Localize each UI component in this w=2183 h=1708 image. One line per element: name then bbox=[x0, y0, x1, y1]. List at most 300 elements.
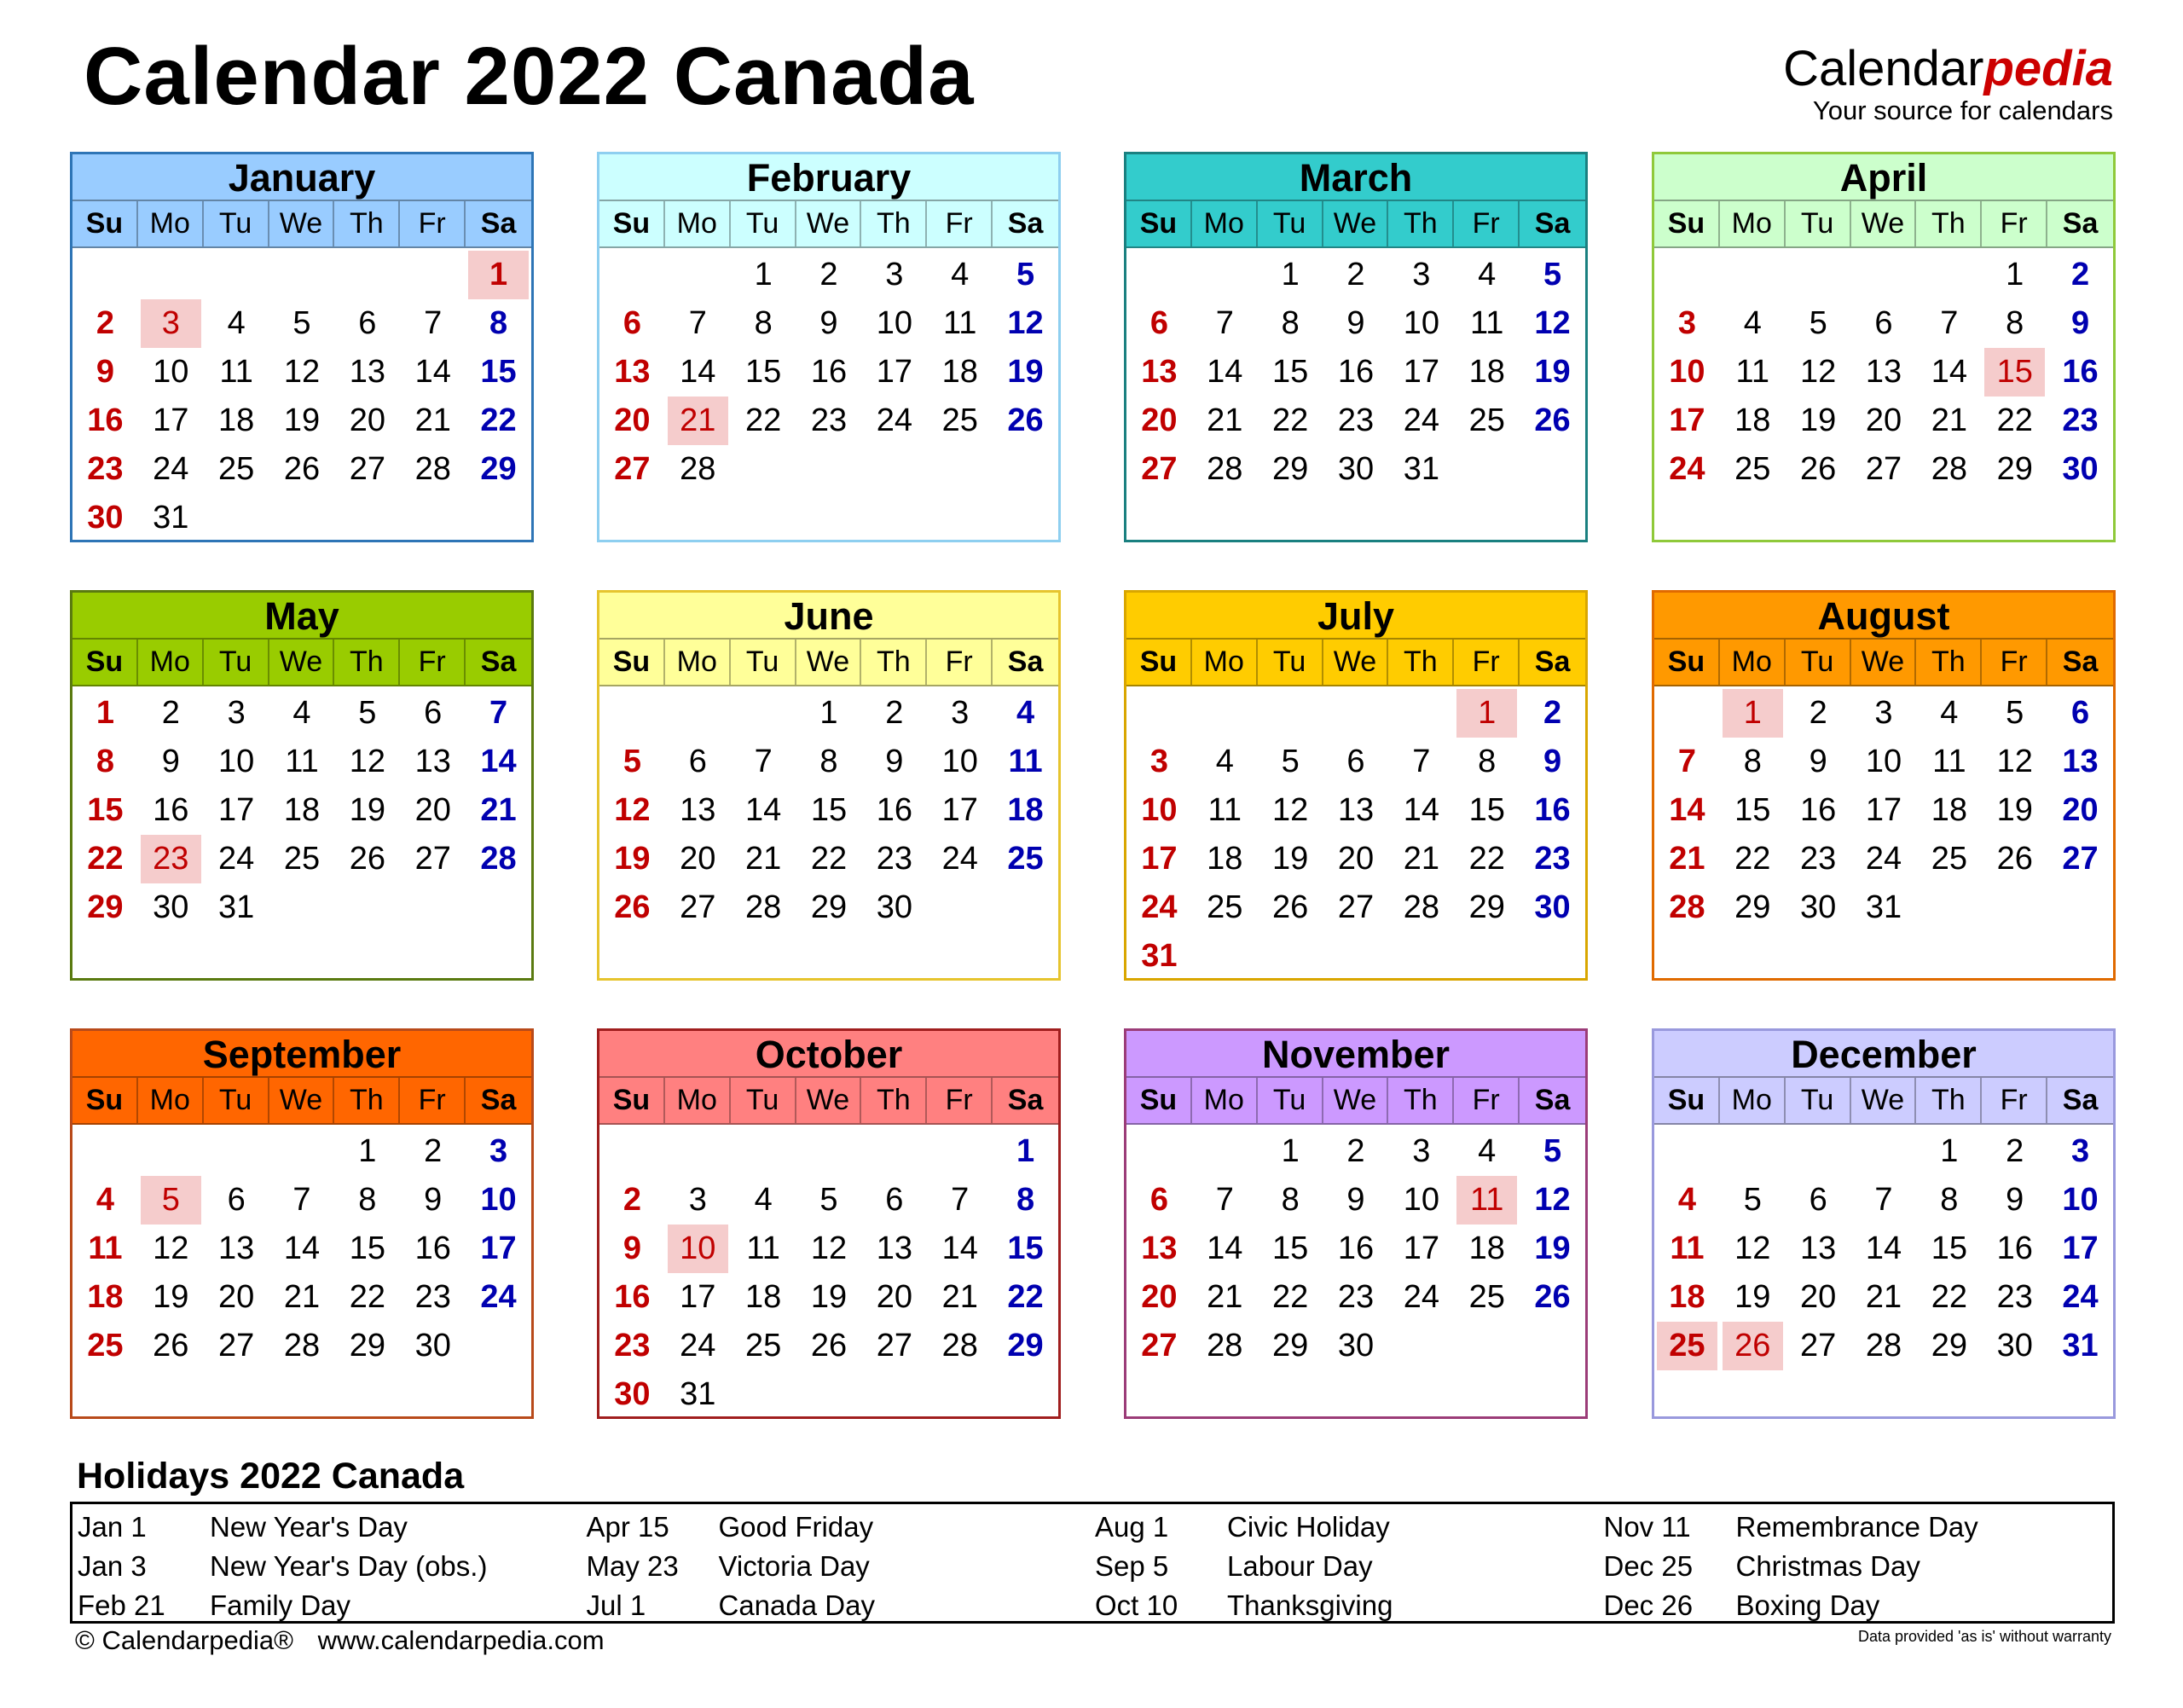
day-cell[interactable]: 31 bbox=[153, 500, 189, 536]
day-cell[interactable]: 11 bbox=[219, 354, 253, 390]
brand-logo[interactable] bbox=[1783, 41, 2113, 125]
day-cell[interactable]: 22 bbox=[1271, 1279, 1309, 1315]
day-cell[interactable]: 30 bbox=[153, 889, 189, 925]
day-cell[interactable]: 4 bbox=[1743, 305, 1762, 341]
day-cell[interactable]: 5 bbox=[2006, 695, 2024, 731]
day-cell[interactable]: 13 bbox=[680, 792, 716, 828]
day-cell[interactable]: 9 bbox=[1809, 744, 1827, 779]
day-cell[interactable]: 29 bbox=[1271, 1328, 1309, 1364]
day-cell[interactable]: 19 bbox=[614, 841, 651, 877]
holiday-day-cell[interactable]: 23 bbox=[141, 835, 201, 883]
day-cell[interactable]: 8 bbox=[1478, 744, 1497, 779]
day-cell[interactable]: 17 bbox=[680, 1279, 716, 1315]
day-cell[interactable]: 11 bbox=[1735, 354, 1769, 390]
day-cell[interactable]: 2 bbox=[819, 257, 838, 292]
day-cell[interactable]: 27 bbox=[680, 889, 716, 925]
day-cell[interactable]: 24 bbox=[941, 841, 978, 877]
day-cell[interactable]: 9 bbox=[1346, 1182, 1365, 1218]
day-cell[interactable]: 30 bbox=[1534, 889, 1571, 925]
day-cell[interactable]: 14 bbox=[414, 354, 451, 390]
day-cell[interactable]: 12 bbox=[1534, 1182, 1571, 1218]
day-cell[interactable]: 13 bbox=[349, 354, 385, 390]
day-cell[interactable]: 8 bbox=[489, 305, 508, 341]
day-cell[interactable]: 1 bbox=[2006, 257, 2024, 292]
day-cell[interactable]: 30 bbox=[1996, 1328, 2033, 1364]
day-cell[interactable]: 28 bbox=[1669, 889, 1705, 925]
holiday-day-cell[interactable]: 25 bbox=[1657, 1322, 1717, 1370]
day-cell[interactable]: 18 bbox=[1207, 841, 1243, 877]
day-cell[interactable]: 2 bbox=[424, 1133, 443, 1169]
day-cell[interactable]: 27 bbox=[1141, 1328, 1178, 1364]
day-cell[interactable]: 19 bbox=[1734, 1279, 1771, 1315]
day-cell[interactable]: 24 bbox=[1865, 841, 1902, 877]
day-cell[interactable]: 15 bbox=[1734, 792, 1771, 828]
day-cell[interactable]: 24 bbox=[876, 402, 912, 438]
day-cell[interactable]: 15 bbox=[480, 354, 517, 390]
day-cell[interactable]: 2 bbox=[1346, 1133, 1365, 1169]
day-cell[interactable]: 10 bbox=[1669, 354, 1705, 390]
day-cell[interactable]: 22 bbox=[744, 402, 782, 438]
day-cell[interactable]: 14 bbox=[1865, 1230, 1902, 1266]
day-cell[interactable]: 16 bbox=[1799, 792, 1837, 828]
day-cell[interactable]: 4 bbox=[754, 1182, 773, 1218]
day-cell[interactable]: 16 bbox=[1534, 792, 1571, 828]
day-cell[interactable]: 4 bbox=[292, 695, 311, 731]
day-cell[interactable]: 6 bbox=[1346, 744, 1365, 779]
day-cell[interactable]: 20 bbox=[876, 1279, 912, 1315]
day-cell[interactable]: 7 bbox=[1677, 744, 1696, 779]
day-cell[interactable]: 30 bbox=[2062, 451, 2099, 487]
day-cell[interactable]: 19 bbox=[1534, 354, 1571, 390]
day-cell[interactable]: 9 bbox=[819, 305, 838, 341]
day-cell[interactable]: 24 bbox=[1141, 889, 1178, 925]
day-cell[interactable]: 22 bbox=[1007, 1279, 1044, 1315]
day-cell[interactable]: 6 bbox=[1149, 1182, 1168, 1218]
day-cell[interactable]: 6 bbox=[1149, 305, 1168, 341]
day-cell[interactable]: 26 bbox=[1799, 451, 1837, 487]
day-cell[interactable]: 6 bbox=[424, 695, 443, 731]
day-cell[interactable]: 3 bbox=[951, 695, 970, 731]
day-cell[interactable]: 7 bbox=[688, 305, 707, 341]
day-cell[interactable]: 4 bbox=[1478, 257, 1497, 292]
day-cell[interactable]: 23 bbox=[87, 451, 124, 487]
day-cell[interactable]: 2 bbox=[96, 305, 114, 341]
day-cell[interactable]: 4 bbox=[96, 1182, 114, 1218]
day-cell[interactable]: 13 bbox=[217, 1230, 255, 1266]
day-cell[interactable]: 19 bbox=[1799, 402, 1837, 438]
day-cell[interactable]: 21 bbox=[744, 841, 782, 877]
day-cell[interactable]: 22 bbox=[1468, 841, 1505, 877]
day-cell[interactable]: 31 bbox=[1141, 938, 1178, 974]
day-cell[interactable]: 22 bbox=[1931, 1279, 1967, 1315]
day-cell[interactable]: 25 bbox=[1468, 1279, 1505, 1315]
day-cell[interactable]: 12 bbox=[1996, 744, 2033, 779]
day-cell[interactable]: 2 bbox=[161, 695, 180, 731]
day-cell[interactable]: 27 bbox=[614, 451, 651, 487]
day-cell[interactable]: 10 bbox=[1141, 792, 1178, 828]
day-cell[interactable]: 13 bbox=[2062, 744, 2099, 779]
holiday-day-cell[interactable]: 1 bbox=[468, 251, 529, 299]
day-cell[interactable]: 5 bbox=[819, 1182, 838, 1218]
day-cell[interactable]: 21 bbox=[480, 792, 517, 828]
day-cell[interactable]: 4 bbox=[227, 305, 246, 341]
day-cell[interactable]: 17 bbox=[1865, 792, 1902, 828]
day-cell[interactable]: 17 bbox=[480, 1230, 517, 1266]
day-cell[interactable]: 21 bbox=[414, 402, 451, 438]
day-cell[interactable]: 24 bbox=[2062, 1279, 2099, 1315]
day-cell[interactable]: 13 bbox=[1141, 354, 1178, 390]
day-cell[interactable]: 13 bbox=[1337, 792, 1375, 828]
day-cell[interactable]: 26 bbox=[614, 889, 651, 925]
day-cell[interactable]: 24 bbox=[680, 1328, 716, 1364]
day-cell[interactable]: 13 bbox=[876, 1230, 912, 1266]
day-cell[interactable]: 26 bbox=[810, 1328, 848, 1364]
day-cell[interactable]: 16 bbox=[1337, 354, 1375, 390]
day-cell[interactable]: 22 bbox=[1734, 841, 1771, 877]
day-cell[interactable]: 12 bbox=[1007, 305, 1044, 341]
day-cell[interactable]: 16 bbox=[876, 792, 912, 828]
day-cell[interactable]: 12 bbox=[1534, 305, 1571, 341]
day-cell[interactable]: 11 bbox=[942, 305, 977, 341]
day-cell[interactable]: 14 bbox=[1403, 792, 1439, 828]
day-cell[interactable]: 5 bbox=[292, 305, 311, 341]
day-cell[interactable]: 25 bbox=[1207, 889, 1243, 925]
day-cell[interactable]: 22 bbox=[87, 841, 124, 877]
day-cell[interactable]: 12 bbox=[1271, 792, 1309, 828]
day-cell[interactable]: 24 bbox=[1403, 1279, 1439, 1315]
day-cell[interactable]: 10 bbox=[1403, 1182, 1439, 1218]
day-cell[interactable]: 22 bbox=[349, 1279, 385, 1315]
day-cell[interactable]: 18 bbox=[941, 354, 978, 390]
day-cell[interactable]: 6 bbox=[885, 1182, 904, 1218]
day-cell[interactable]: 8 bbox=[2006, 305, 2024, 341]
day-cell[interactable]: 19 bbox=[1996, 792, 2033, 828]
day-cell[interactable]: 3 bbox=[227, 695, 246, 731]
day-cell[interactable]: 18 bbox=[744, 1279, 782, 1315]
day-cell[interactable]: 14 bbox=[1207, 1230, 1243, 1266]
day-cell[interactable]: 10 bbox=[153, 354, 189, 390]
day-cell[interactable]: 16 bbox=[810, 354, 848, 390]
day-cell[interactable]: 21 bbox=[1865, 1279, 1902, 1315]
day-cell[interactable]: 22 bbox=[1271, 402, 1309, 438]
day-cell[interactable]: 19 bbox=[1534, 1230, 1571, 1266]
day-cell[interactable]: 24 bbox=[1403, 402, 1439, 438]
day-cell[interactable]: 16 bbox=[1996, 1230, 2033, 1266]
day-cell[interactable]: 29 bbox=[1931, 1328, 1967, 1364]
day-cell[interactable]: 10 bbox=[941, 744, 978, 779]
day-cell[interactable]: 12 bbox=[1734, 1230, 1771, 1266]
day-cell[interactable]: 18 bbox=[1931, 792, 1967, 828]
day-cell[interactable]: 8 bbox=[1940, 1182, 1959, 1218]
day-cell[interactable]: 10 bbox=[480, 1182, 517, 1218]
day-cell[interactable]: 31 bbox=[2062, 1328, 2099, 1364]
day-cell[interactable]: 8 bbox=[819, 744, 838, 779]
day-cell[interactable]: 18 bbox=[217, 402, 255, 438]
day-cell[interactable]: 11 bbox=[1008, 744, 1043, 779]
day-cell[interactable]: 28 bbox=[1865, 1328, 1902, 1364]
day-cell[interactable]: 29 bbox=[1734, 889, 1771, 925]
day-cell[interactable]: 20 bbox=[680, 841, 716, 877]
day-cell[interactable]: 14 bbox=[1207, 354, 1243, 390]
day-cell[interactable]: 29 bbox=[480, 451, 517, 487]
day-cell[interactable]: 1 bbox=[96, 695, 114, 731]
day-cell[interactable]: 7 bbox=[489, 695, 508, 731]
day-cell[interactable]: 1 bbox=[358, 1133, 377, 1169]
day-cell[interactable]: 20 bbox=[2062, 792, 2099, 828]
day-cell[interactable]: 2 bbox=[2070, 257, 2090, 292]
day-cell[interactable]: 18 bbox=[1468, 354, 1505, 390]
day-cell[interactable]: 16 bbox=[153, 792, 189, 828]
day-cell[interactable]: 5 bbox=[1543, 1133, 1562, 1169]
day-cell[interactable]: 12 bbox=[153, 1230, 189, 1266]
day-cell[interactable]: 8 bbox=[1281, 1182, 1300, 1218]
holiday-day-cell[interactable]: 10 bbox=[668, 1225, 728, 1273]
day-cell[interactable]: 31 bbox=[1865, 889, 1902, 925]
day-cell[interactable]: 17 bbox=[153, 402, 189, 438]
day-cell[interactable]: 16 bbox=[414, 1230, 451, 1266]
day-cell[interactable]: 18 bbox=[283, 792, 321, 828]
day-cell[interactable]: 14 bbox=[941, 1230, 978, 1266]
day-cell[interactable]: 3 bbox=[1412, 257, 1431, 292]
day-cell[interactable]: 17 bbox=[1141, 841, 1178, 877]
day-cell[interactable]: 29 bbox=[1007, 1328, 1044, 1364]
day-cell[interactable]: 4 bbox=[1940, 695, 1959, 731]
day-cell[interactable]: 5 bbox=[1543, 257, 1562, 292]
holiday-day-cell[interactable]: 1 bbox=[1456, 689, 1517, 738]
day-cell[interactable]: 27 bbox=[414, 841, 451, 877]
day-cell[interactable]: 31 bbox=[1403, 451, 1439, 487]
day-cell[interactable]: 22 bbox=[480, 402, 517, 438]
day-cell[interactable]: 25 bbox=[1468, 402, 1505, 438]
day-cell[interactable]: 1 bbox=[1940, 1133, 1959, 1169]
day-cell[interactable]: 26 bbox=[1534, 402, 1571, 438]
day-cell[interactable]: 23 bbox=[2062, 402, 2099, 438]
day-cell[interactable]: 5 bbox=[1809, 305, 1827, 341]
day-cell[interactable]: 26 bbox=[1996, 841, 2033, 877]
day-cell[interactable]: 15 bbox=[87, 792, 124, 828]
day-cell[interactable]: 8 bbox=[1743, 744, 1762, 779]
day-cell[interactable]: 5 bbox=[1281, 744, 1300, 779]
day-cell[interactable]: 11 bbox=[1469, 305, 1504, 341]
day-cell[interactable]: 23 bbox=[1337, 1279, 1375, 1315]
day-cell[interactable]: 27 bbox=[1865, 451, 1902, 487]
day-cell[interactable]: 16 bbox=[2062, 354, 2099, 390]
day-cell[interactable]: 9 bbox=[161, 744, 180, 779]
day-cell[interactable]: 8 bbox=[96, 744, 114, 779]
day-cell[interactable]: 15 bbox=[349, 1230, 385, 1266]
day-cell[interactable]: 4 bbox=[951, 257, 970, 292]
day-cell[interactable]: 10 bbox=[1865, 744, 1902, 779]
day-cell[interactable]: 26 bbox=[153, 1328, 189, 1364]
day-cell[interactable]: 14 bbox=[480, 744, 517, 779]
day-cell[interactable]: 28 bbox=[414, 451, 451, 487]
holiday-day-cell[interactable]: 21 bbox=[668, 397, 728, 445]
day-cell[interactable]: 4 bbox=[1677, 1182, 1696, 1218]
day-cell[interactable]: 28 bbox=[1207, 1328, 1243, 1364]
day-cell[interactable]: 13 bbox=[614, 354, 651, 390]
day-cell[interactable]: 3 bbox=[885, 257, 904, 292]
day-cell[interactable]: 9 bbox=[2006, 1182, 2024, 1218]
day-cell[interactable]: 28 bbox=[1931, 451, 1967, 487]
day-cell[interactable]: 10 bbox=[876, 305, 912, 341]
day-cell[interactable]: 7 bbox=[1412, 744, 1431, 779]
day-cell[interactable]: 22 bbox=[810, 841, 848, 877]
day-cell[interactable]: 13 bbox=[414, 744, 451, 779]
day-cell[interactable]: 5 bbox=[358, 695, 377, 731]
day-cell[interactable]: 25 bbox=[217, 451, 255, 487]
day-cell[interactable]: 16 bbox=[1337, 1230, 1375, 1266]
day-cell[interactable]: 30 bbox=[1337, 451, 1375, 487]
day-cell[interactable]: 21 bbox=[283, 1279, 321, 1315]
day-cell[interactable]: 10 bbox=[2062, 1182, 2099, 1218]
day-cell[interactable]: 17 bbox=[941, 792, 978, 828]
day-cell[interactable]: 26 bbox=[349, 841, 385, 877]
day-cell[interactable]: 23 bbox=[1534, 841, 1571, 877]
day-cell[interactable]: 5 bbox=[622, 744, 641, 779]
day-cell[interactable]: 14 bbox=[1931, 354, 1967, 390]
day-cell[interactable]: 15 bbox=[1007, 1230, 1044, 1266]
day-cell[interactable]: 18 bbox=[87, 1279, 124, 1315]
day-cell[interactable]: 25 bbox=[1007, 841, 1044, 877]
day-cell[interactable]: 5 bbox=[1743, 1182, 1762, 1218]
day-cell[interactable]: 30 bbox=[1337, 1328, 1375, 1364]
day-cell[interactable]: 19 bbox=[1271, 841, 1309, 877]
day-cell[interactable]: 21 bbox=[1931, 402, 1967, 438]
day-cell[interactable]: 9 bbox=[622, 1230, 641, 1266]
day-cell[interactable]: 10 bbox=[1403, 305, 1439, 341]
day-cell[interactable]: 17 bbox=[1669, 402, 1705, 438]
day-cell[interactable]: 6 bbox=[2070, 695, 2090, 731]
day-cell[interactable]: 29 bbox=[1996, 451, 2033, 487]
day-cell[interactable]: 23 bbox=[414, 1279, 451, 1315]
day-cell[interactable]: 7 bbox=[754, 744, 773, 779]
day-cell[interactable]: 28 bbox=[1207, 451, 1243, 487]
day-cell[interactable]: 2 bbox=[885, 695, 904, 731]
day-cell[interactable]: 15 bbox=[1271, 1230, 1309, 1266]
day-cell[interactable]: 16 bbox=[87, 402, 124, 438]
day-cell[interactable]: 25 bbox=[1734, 451, 1771, 487]
day-cell[interactable]: 3 bbox=[1677, 305, 1696, 341]
day-cell[interactable]: 18 bbox=[1007, 792, 1044, 828]
day-cell[interactable]: 15 bbox=[1468, 792, 1505, 828]
day-cell[interactable]: 25 bbox=[941, 402, 978, 438]
day-cell[interactable]: 20 bbox=[414, 792, 451, 828]
day-cell[interactable]: 15 bbox=[1271, 354, 1309, 390]
day-cell[interactable]: 17 bbox=[1403, 354, 1439, 390]
day-cell[interactable]: 8 bbox=[1281, 305, 1300, 341]
day-cell[interactable]: 21 bbox=[1207, 402, 1243, 438]
day-cell[interactable]: 27 bbox=[876, 1328, 912, 1364]
day-cell[interactable]: 18 bbox=[1734, 402, 1771, 438]
day-cell[interactable]: 5 bbox=[1016, 257, 1035, 292]
day-cell[interactable]: 28 bbox=[480, 841, 517, 877]
holiday-day-cell[interactable]: 15 bbox=[1984, 348, 2045, 397]
day-cell[interactable]: 26 bbox=[1271, 889, 1309, 925]
day-cell[interactable]: 12 bbox=[1799, 354, 1837, 390]
day-cell[interactable]: 14 bbox=[680, 354, 716, 390]
day-cell[interactable]: 6 bbox=[622, 305, 641, 341]
day-cell[interactable]: 29 bbox=[1468, 889, 1505, 925]
holiday-day-cell[interactable]: 11 bbox=[1456, 1176, 1517, 1225]
day-cell[interactable]: 19 bbox=[349, 792, 385, 828]
day-cell[interactable]: 29 bbox=[1271, 451, 1309, 487]
day-cell[interactable]: 20 bbox=[349, 402, 385, 438]
day-cell[interactable]: 20 bbox=[1337, 841, 1375, 877]
day-cell[interactable]: 9 bbox=[1346, 305, 1365, 341]
day-cell[interactable]: 7 bbox=[1215, 305, 1234, 341]
day-cell[interactable]: 24 bbox=[153, 451, 189, 487]
day-cell[interactable]: 25 bbox=[87, 1328, 124, 1364]
day-cell[interactable]: 20 bbox=[1141, 1279, 1178, 1315]
day-cell[interactable]: 4 bbox=[1478, 1133, 1497, 1169]
day-cell[interactable]: 7 bbox=[1940, 305, 1959, 341]
day-cell[interactable]: 27 bbox=[2062, 841, 2099, 877]
day-cell[interactable]: 24 bbox=[217, 841, 255, 877]
day-cell[interactable]: 6 bbox=[688, 744, 707, 779]
day-cell[interactable]: 28 bbox=[1403, 889, 1439, 925]
day-cell[interactable]: 21 bbox=[1669, 841, 1705, 877]
day-cell[interactable]: 7 bbox=[292, 1182, 311, 1218]
day-cell[interactable]: 19 bbox=[283, 402, 321, 438]
website-link[interactable]: www.calendarpedia.com bbox=[317, 1625, 605, 1655]
day-cell[interactable]: 6 bbox=[1809, 1182, 1827, 1218]
day-cell[interactable]: 28 bbox=[680, 451, 716, 487]
holiday-day-cell[interactable]: 26 bbox=[1723, 1322, 1783, 1370]
day-cell[interactable]: 22 bbox=[1996, 402, 2033, 438]
day-cell[interactable]: 27 bbox=[217, 1328, 255, 1364]
day-cell[interactable]: 28 bbox=[941, 1328, 978, 1364]
day-cell[interactable]: 12 bbox=[614, 792, 651, 828]
day-cell[interactable]: 6 bbox=[358, 305, 377, 341]
day-cell[interactable]: 3 bbox=[1412, 1133, 1431, 1169]
day-cell[interactable]: 30 bbox=[1799, 889, 1837, 925]
day-cell[interactable]: 23 bbox=[810, 402, 848, 438]
day-cell[interactable]: 26 bbox=[1007, 402, 1044, 438]
day-cell[interactable]: 30 bbox=[876, 889, 912, 925]
day-cell[interactable]: 25 bbox=[1931, 841, 1967, 877]
day-cell[interactable]: 17 bbox=[876, 354, 912, 390]
day-cell[interactable]: 24 bbox=[1669, 451, 1705, 487]
day-cell[interactable]: 1 bbox=[1016, 1133, 1035, 1169]
day-cell[interactable]: 21 bbox=[1207, 1279, 1243, 1315]
day-cell[interactable]: 12 bbox=[283, 354, 321, 390]
day-cell[interactable]: 27 bbox=[349, 451, 385, 487]
day-cell[interactable]: 13 bbox=[1141, 1230, 1178, 1266]
day-cell[interactable]: 2 bbox=[1346, 257, 1365, 292]
day-cell[interactable]: 13 bbox=[1799, 1230, 1837, 1266]
day-cell[interactable]: 24 bbox=[480, 1279, 517, 1315]
day-cell[interactable]: 19 bbox=[810, 1279, 848, 1315]
day-cell[interactable]: 23 bbox=[1799, 841, 1837, 877]
day-cell[interactable]: 21 bbox=[1403, 841, 1439, 877]
holiday-day-cell[interactable]: 1 bbox=[1723, 689, 1783, 738]
day-cell[interactable]: 29 bbox=[810, 889, 848, 925]
day-cell[interactable]: 11 bbox=[1670, 1230, 1705, 1266]
day-cell[interactable]: 18 bbox=[1468, 1230, 1505, 1266]
day-cell[interactable]: 26 bbox=[1534, 1279, 1571, 1315]
day-cell[interactable]: 28 bbox=[744, 889, 782, 925]
day-cell[interactable]: 12 bbox=[349, 744, 385, 779]
day-cell[interactable]: 14 bbox=[283, 1230, 321, 1266]
day-cell[interactable]: 3 bbox=[489, 1133, 508, 1169]
day-cell[interactable]: 25 bbox=[744, 1328, 782, 1364]
day-cell[interactable]: 9 bbox=[424, 1182, 443, 1218]
day-cell[interactable]: 16 bbox=[614, 1279, 651, 1315]
day-cell[interactable]: 30 bbox=[87, 500, 124, 536]
day-cell[interactable]: 9 bbox=[2070, 305, 2090, 341]
day-cell[interactable]: 7 bbox=[951, 1182, 970, 1218]
day-cell[interactable]: 3 bbox=[688, 1182, 707, 1218]
